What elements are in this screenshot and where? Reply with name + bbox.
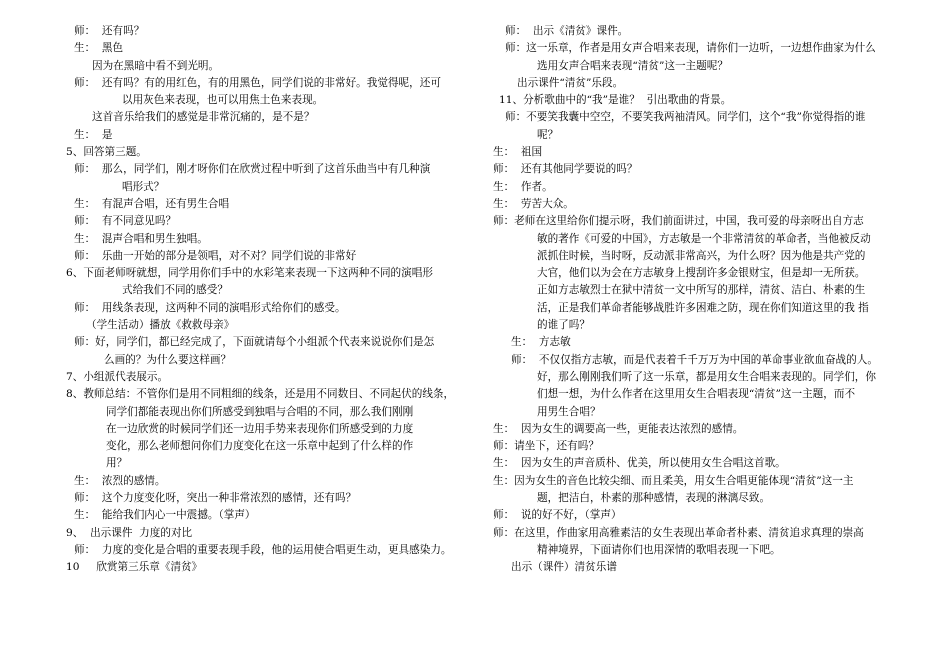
text-line: 生： 因为女生的调要高一些，更能表达浓烈的感情。	[493, 422, 744, 435]
text-line: 师： 说的好不好，（掌声）	[493, 509, 622, 522]
text-line: 派抓住时候，当时呀，反动派非常高兴，为什么呀？因为他是共产党的	[537, 249, 866, 262]
text-line: 正如方志敏烈士在狱中清贫一文中所写的那样，清贫、洁白、朴素的生	[537, 284, 866, 297]
text-line: 用男生合唱？	[537, 405, 601, 418]
text-line: 生： 因为女生的声音质朴、优美，所以使用女生合唱这首歌。	[493, 457, 786, 470]
text-line: 生： 作者。	[493, 180, 553, 193]
text-line: 生： 方志敏	[511, 336, 571, 349]
text-line: 好，那么刚刚我们听了这一乐章，都是用女生合唱来表现的。同学们，你	[537, 370, 876, 383]
text-line: 师： 这个力度变化呀，突出一种非常浓烈的感情，还有吗？	[74, 492, 357, 505]
text-line: 生： 能给我们内心一中震撼。（掌声）	[74, 509, 256, 522]
text-line: 在一边欣赏的时候同学们还一边用手势来表现你们所感受到的力度	[106, 422, 414, 435]
text-line: 选用女声合唱来表现“清贫”这一主题呢？	[537, 59, 728, 72]
text-line: 精神境界，下面请你们也用深情的歌唱表现一下吧。	[537, 543, 781, 556]
text-line: 6、下面老师呀就想，同学用你们手中的水彩笔来表现一下这两种不同的演唱形	[66, 267, 433, 280]
text-line: 生： 有混声合唱，还有男生合唱	[74, 197, 230, 210]
text-line: 活，正是我们革命者能够战胜许多困难之防，现在你们知道这里的我 指	[537, 301, 869, 314]
text-line: 师： 力度的变化是合唱的重要表现手段，他的运用使合唱更生动，更具感染力。	[74, 543, 452, 556]
text-line: 变化，那么老师想问你们力度变化在这一乐章中起到了什么样的作	[106, 440, 414, 453]
text-line: 7、小组派代表展示。	[66, 370, 169, 383]
text-line: 大官，他们以为会在方志敏身上搜刮许多金银财宝，但是却一无所获。	[537, 267, 866, 280]
text-line: 的谁了吗？	[537, 319, 590, 332]
text-line: 们想一想，为什么作者在这里用女生合唱表现“清贫”这一主题，而不	[537, 388, 856, 401]
right-column	[493, 23, 913, 577]
text-line: 师：这一乐章，作者是用女声合唱来表现，请你们一边听，一边想作曲家为什么	[505, 42, 876, 55]
text-line: 同学们都能表现出你们所感受到独唱与合唱的不同，那么我们刚刚	[106, 405, 414, 418]
text-line: 出示课件“清贫”乐段。	[517, 76, 624, 89]
text-line: 呢？	[537, 128, 559, 141]
text-line: 5、回答第三题。	[66, 146, 147, 159]
text-line: 么画的？为什么要这样画？	[104, 353, 232, 366]
text-line: 用？	[106, 457, 128, 470]
text-line: 8、教师总结：不管你们是用不同粗细的线条，还是用不同数目、不同起伏的线条，	[66, 388, 455, 401]
text-line: 师：不要笑我囊中空空，不要笑我两袖清风。同学们，这个“我”你觉得指的谁	[505, 111, 866, 124]
text-line: 11、分析歌曲中的“我”是谁？ 引出歌曲的背景。	[499, 94, 732, 107]
text-line: 因为在黑暗中看不到光明。	[92, 59, 220, 72]
text-line: 师：老师在这里给你们提示呀，我们前面讲过，中国，我可爱的母亲呀出自方志	[493, 215, 864, 228]
left-column	[66, 23, 476, 577]
text-line: 10 欣赏第三乐章《清贫》	[66, 561, 203, 574]
text-line: 师：在这里，作曲家用高雅素洁的女生表现出革命者朴素、清贫追求真理的崇高	[493, 526, 864, 539]
text-line: 生： 是	[74, 128, 113, 141]
text-line: 师：好，同学们，都已经完成了，下面就请每个小组派个代表来说说你们是怎	[74, 336, 435, 349]
text-line: 师：请坐下，还有吗？	[493, 440, 599, 453]
text-line: 以用灰色来表现，也可以用焦土色来表现。	[122, 94, 324, 107]
text-line: 式给我们不同的感受？	[122, 284, 228, 297]
text-line: 生：因为女生的音色比较尖细、而且柔美，用女生合唱更能体现“清贫”这一主	[493, 474, 854, 487]
text-line: 生： 黑色	[74, 42, 124, 55]
text-line: 师： 用线条表现，这两种不同的演唱形式给你们的感受。	[74, 301, 346, 314]
text-line: 这首音乐给我们的感觉是非常沉痛的，是不是？	[92, 111, 315, 124]
text-line: 生： 混声合唱和男生独唱。	[74, 232, 208, 245]
text-line: 生： 祖国	[493, 146, 543, 159]
text-line: 师： 那么，同学们，刚才呀你们在欣赏过程中听到了这首乐曲当中有几种演	[74, 163, 431, 176]
text-line: 师： 还有吗？	[74, 25, 145, 37]
text-line: 师： 不仅仅指方志敏，而是代表着千千万万为中国的革命事业欲血奋战的人。	[511, 353, 878, 366]
text-line: 师： 乐曲一开始的部分是领唱，对不对？同学们说的非常好	[74, 249, 357, 262]
text-line: 题，把洁白，朴素的那种感情，表现的淋漓尽致。	[537, 492, 771, 505]
text-line: 师： 有不同意见吗？	[74, 215, 177, 228]
text-line: （学生活动）播放《救救母亲》	[86, 319, 235, 332]
text-line: 师： 出示《清贫》课件。	[505, 25, 629, 37]
text-line: 师： 还有其他同学要说的吗？	[493, 163, 638, 176]
text-line: 生： 劳苦大众。	[493, 197, 574, 210]
text-line: 出示（课件）清贫乐谱	[511, 561, 617, 574]
text-line: 9、 出示课件 力度的对比	[66, 526, 193, 539]
text-line: 生： 浓烈的感情。	[74, 474, 166, 487]
text-line: 唱形式？	[122, 180, 165, 193]
text-line: 师： 还有吗？有的用红色，有的用黑色，同学们说的非常好。我觉得呢，还可	[74, 76, 441, 89]
text-line: 敏的著作《可爱的中国》，方志敏是一个非常清贫的革命者，当他被反动	[537, 232, 871, 245]
